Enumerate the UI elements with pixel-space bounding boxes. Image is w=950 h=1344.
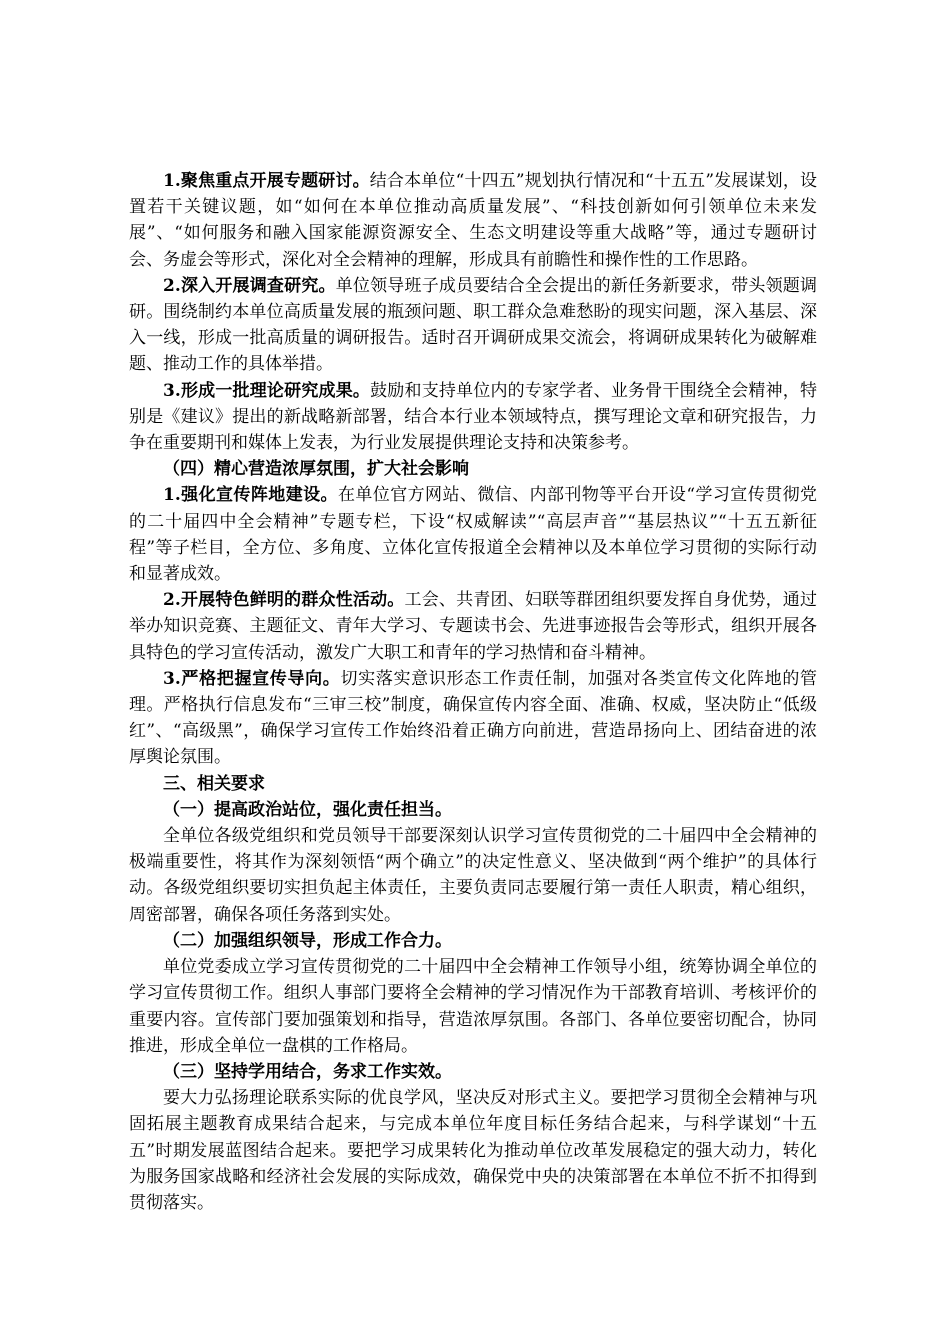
paragraph-effectiveness: 要大力弘扬理论联系实际的优良学风，坚决反对形式主义。要把学习贯彻全会精神与巩固拓展主题教育成果结合起来，与完成本单位年度目标任务结合起来，与科学谋划“十五五”时期发展蓝图结合起来。要把学习成果转化为推动单位改革发展稳定的强大动力，转化为服务国家战略和经济社会发展的实际成效，确保党中央的决策部署在本单位不折不扣得到贯彻落实。	[129, 1088, 817, 1213]
section-heading-political-stance: （一）提高政治站位，强化责任担当。	[163, 799, 452, 820]
paragraph-lead: 2.开展特色鲜明的群众性活动。	[163, 590, 405, 611]
paragraph-leadership: 单位党委成立学习宣传贯彻党的二十届四中全会精神工作领导小组，统筹协调全单位的学习宣传贯彻工作。组织人事部门要将全会精神的学习情况作为干部教育培训、考核评价的重要内容。宣传部门要加强策划和指导，营造浓厚氛围。各部门、各单位要密切配合，协同推进，形成全单位一盘棋的工作格局。	[129, 957, 817, 1056]
document-page	[129, 168, 817, 1216]
paragraph-body: 鼓励和支持单位内的专家学者、业务骨干围绕全会精神，特别是《建议》提出的新战略新部署，结合本行业本领域特点，撰写理论文章和研究报告，力争在重要期刊和媒体上发表，为行业发展提供理论支持和决策参考。	[129, 380, 818, 454]
paragraph-publicity-platform	[129, 482, 817, 587]
paragraph-body: 切实落实意识形态工作责任制，加强对各类宣传文化阵地的管理。严格执行信息发布“三审三校”制度，确保宣传内容全面、准确、权威，坚决防止“低级红”、“高级黑”，确保学习宣传工作始终沿着正确方向前进，营造昂扬向上、团结奋进的浓厚舆论氛围。	[129, 668, 817, 768]
paragraph-body: 结合本单位“十四五”规划执行情况和“十五五”发展谋划，设置若干关键议题，如“如何在本单位推动高质量发展”、“科技创新如何引领单位未来发展”、“如何服务和融入国家能源资源安全、生态文明建设等重大战略”等，通过专题研讨会、务虚会等形式，深化对全会精神的理解，形成具有前瞻性和操作性的工作思路。	[129, 171, 818, 270]
paragraph-lead: 1.强化宣传阵地建设。	[163, 485, 338, 506]
paragraph-lead: 1.聚焦重点开展专题研讨。	[163, 171, 370, 191]
paragraph-topic-seminar	[129, 168, 817, 273]
paragraph-political-stance: 全单位各级党组织和党员领导干部要深刻认识学习宣传贯彻党的二十届四中全会精神的极端重要性，将其作为深刻领悟“两个确立”的决定性意义、坚决做到“两个维护”的具体行动。各级党组织要切实担负起主体责任，主要负责同志要履行第一责任人职责，精心组织，周密部署，确保各项任务落到实处。	[129, 826, 817, 925]
paragraph-body: 单位领导班子成员要结合全会提出的新任务新要求，带头领题调研。围绕制约本单位高质量发展的瓶颈问题、职工群众急难愁盼的现实问题，深入基层、深入一线，形成一批高质量的调研报告。适时召开调研成果交流会，将调研成果转化为破解难题、推动工作的具体举措。	[129, 275, 818, 375]
paragraph-lead: 3.严格把握宣传导向。	[163, 668, 341, 689]
paragraph-lead: 3.形成一批理论研究成果。	[163, 380, 371, 401]
part-heading-requirements: 三、相关要求	[163, 773, 265, 794]
paragraph-research	[129, 273, 817, 378]
paragraph-lead: 2.深入开展调查研究。	[163, 275, 336, 296]
paragraph-body: 工会、共青团、妇联等群团组织要发挥自身优势，通过举办知识竞赛、主题征文、青年大学习、专题读书会、先进事迹报告会等形式，组织开展各具特色的学习宣传活动，激发广大职工和青年的学习热情和奋斗精神。	[129, 590, 818, 663]
paragraph-body: 在单位官方网站、微信、内部刊物等平台开设“学习宣传贯彻党的二十届四中全会精神”专题专栏，下设“权威解读”“高层声音”“基层热议”“十五五新征程”等子栏目，全方位、多角度、立体化宣传报道全会精神以及本单位学习贯彻的实际行动和显著成效。	[129, 485, 817, 585]
section-heading-atmosphere: （四）精心营造浓厚氛围，扩大社会影响	[163, 459, 469, 480]
section-heading-leadership: （二）加强组织领导，形成工作合力。	[163, 930, 452, 951]
paragraph-publicity-guidance	[129, 666, 817, 771]
section-heading-effectiveness: （三）坚持学用结合，务求工作实效。	[163, 1061, 452, 1082]
paragraph-mass-activities	[129, 587, 817, 666]
paragraph-theory-results	[129, 378, 817, 457]
